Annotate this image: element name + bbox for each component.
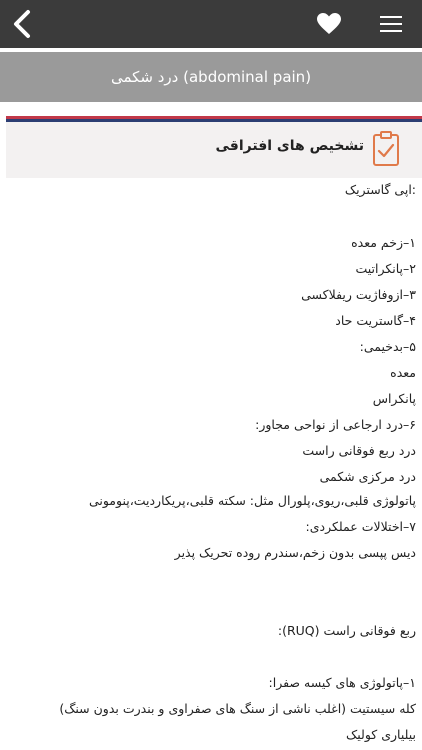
content-line: کله سیستیت (اغلب ناشی از سنگ های صفراوی و بندرت بدون سنگ) (59, 701, 416, 716)
content-line: ۶–درد ارجاعی از نواحی مجاور: (255, 417, 416, 432)
content-line: ۲–پانکراتیت (355, 261, 416, 276)
menu-button[interactable] (374, 8, 408, 40)
page-title-bar (0, 52, 422, 102)
content-line: ۵–بدخیمی: (359, 339, 416, 354)
content-line: بیلیاری کولیک (346, 727, 416, 742)
hamburger-menu-icon (380, 15, 402, 33)
content-line: پاتولوژی قلبی،ریوی،پلورال مثل: سکته قلبی،پریکاردیت،پنومونی (88, 493, 416, 508)
content-line: ۳–ازوفاژیت ریفلاکسی (301, 287, 416, 302)
content-line: ۱–زخم معده (351, 235, 416, 250)
back-button[interactable] (4, 6, 40, 42)
page-title: درد شکمی (abdominal pain) (110, 68, 312, 86)
content-line: درد مرکزی شکمی (319, 469, 416, 484)
clipboard-check-icon (372, 131, 400, 167)
content-line: :اپی گاستریک (344, 182, 416, 197)
favorite-button[interactable] (314, 10, 344, 38)
top-app-bar (0, 0, 422, 48)
content-line: ۷–اختلالات عملکردی: (305, 519, 416, 534)
content-line: دیس پپسی بدون زخم،سندرم روده تحریک پذیر (174, 545, 416, 560)
chevron-left-icon (11, 9, 33, 39)
content-line: ربع فوقانی راست (RUQ): (277, 623, 416, 638)
content-line: معده (390, 365, 416, 380)
heart-icon (317, 13, 341, 35)
content-line: ۴–گاستریت حاد (335, 313, 416, 328)
content-line: پانکراس (372, 391, 416, 406)
section-header (6, 122, 422, 178)
section-title: تشخیص های افتراقی (215, 138, 364, 154)
content-line: ۱–پاتولوژی های کیسه صفرا: (268, 675, 416, 690)
content-line: درد ربع فوقانی راست (302, 443, 416, 458)
